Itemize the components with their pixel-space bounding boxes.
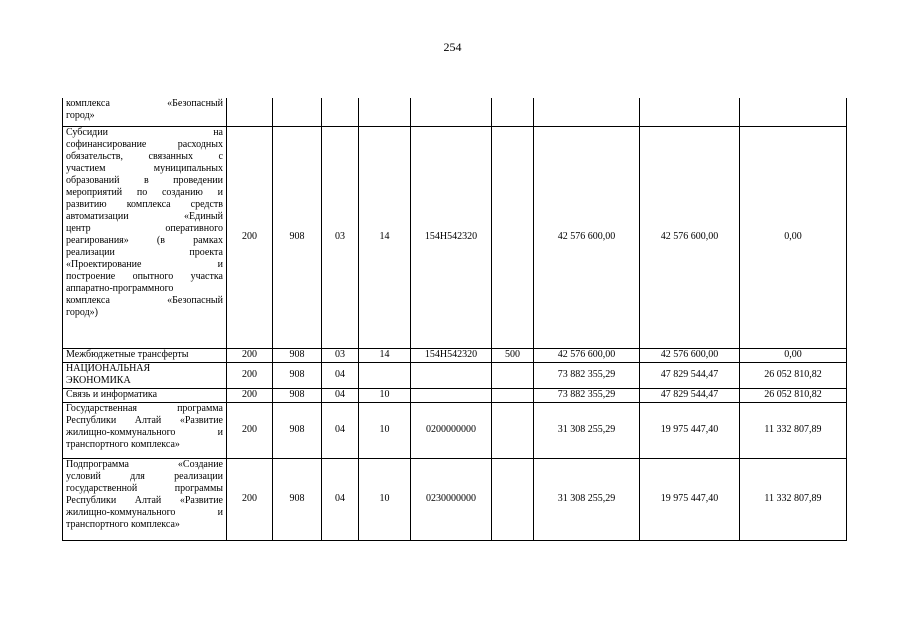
sum-regional-cell: 11 332 807,89 (740, 458, 847, 540)
row-name-line: Субсидии на (66, 126, 223, 138)
csr-cell: 14 (359, 348, 411, 362)
adm-cell: 200 (227, 348, 273, 362)
row-name-line: аппаратно-программного (66, 282, 174, 294)
row-name-line: город» (66, 110, 95, 121)
adm-cell (227, 98, 273, 126)
csr-cell: 14 (359, 126, 411, 348)
row-name-line: реагирования» (в рамках (66, 234, 223, 246)
rz-cell: 908 (273, 362, 322, 388)
row-name-cell (63, 402, 227, 458)
sum-federal-cell: 42 576 600,00 (640, 126, 740, 348)
target-article-cell (411, 388, 492, 402)
expense-type-cell (492, 126, 534, 348)
target-article-cell: 154H542320 (411, 126, 492, 348)
row-name-line: мероприятий по созданию и (66, 186, 223, 198)
adm-cell: 200 (227, 402, 273, 458)
sum-regional-cell (740, 98, 847, 126)
expense-type-cell (492, 362, 534, 388)
csr-cell (359, 362, 411, 388)
row-name-line: город») (66, 306, 98, 318)
target-article-cell (411, 98, 492, 126)
adm-cell: 200 (227, 458, 273, 540)
expense-type-cell: 500 (492, 348, 534, 362)
sum-federal-cell: 47 829 544,47 (640, 362, 740, 388)
row-name-cell (63, 388, 227, 402)
table-row (63, 126, 847, 348)
target-article-cell: 0200000000 (411, 402, 492, 458)
sum-regional-cell: 26 052 810,82 (740, 388, 847, 402)
pr-cell: 04 (322, 362, 359, 388)
sum-total-cell (534, 98, 640, 126)
row-name-line: ЭКОНОМИКА (66, 374, 131, 386)
sum-regional-cell: 0,00 (740, 126, 847, 348)
rz-cell: 908 (273, 126, 322, 348)
row-name-cell (63, 348, 227, 362)
sum-federal-cell: 19 975 447,40 (640, 402, 740, 458)
row-name-line: условий для реализации (66, 470, 223, 482)
row-name-line: софинансирование расходных (66, 138, 223, 150)
table-row (63, 402, 847, 458)
row-name-line: центр оперативного (66, 222, 223, 234)
table-row (63, 98, 847, 126)
table-row (63, 458, 847, 540)
expense-type-cell (492, 458, 534, 540)
row-name-line: Межбюджетные трансферты (66, 348, 189, 360)
row-name-line: участием муниципальных (66, 162, 223, 174)
row-name-cell (63, 98, 227, 126)
row-name-cell (63, 362, 227, 388)
sum-total-cell: 42 576 600,00 (534, 126, 640, 348)
row-name-line: «Проектирование и (66, 258, 223, 270)
sum-total-cell: 31 308 255,29 (534, 458, 640, 540)
pr-cell: 04 (322, 458, 359, 540)
row-name-line: Подпрограмма «Создание (66, 458, 223, 470)
budget-table (62, 98, 847, 541)
pr-cell (322, 98, 359, 126)
row-name-cell (63, 126, 227, 348)
csr-cell: 10 (359, 402, 411, 458)
page-number: 254 (443, 40, 462, 54)
row-name-line: жилищно-коммунального и (66, 426, 223, 438)
pr-cell: 04 (322, 402, 359, 458)
expense-type-cell (492, 98, 534, 126)
target-article-cell (411, 362, 492, 388)
target-article-cell: 0230000000 (411, 458, 492, 540)
adm-cell: 200 (227, 362, 273, 388)
table-row (63, 362, 847, 388)
rz-cell: 908 (273, 402, 322, 458)
table-row (63, 348, 847, 362)
sum-regional-cell: 11 332 807,89 (740, 402, 847, 458)
sum-total-cell: 42 576 600,00 (534, 348, 640, 362)
rz-cell: 908 (273, 458, 322, 540)
pr-cell: 04 (322, 388, 359, 402)
row-name-line: комплекса «Безопасный (66, 294, 223, 306)
rz-cell: 908 (273, 388, 322, 402)
row-name-line: комплекса «Безопасный (66, 98, 223, 109)
row-name-line: образований в проведении (66, 174, 223, 186)
sum-federal-cell: 42 576 600,00 (640, 348, 740, 362)
rz-cell (273, 98, 322, 126)
row-name-line: жилищно-коммунального и (66, 506, 223, 518)
sum-federal-cell (640, 98, 740, 126)
row-name-line: построение опытного участка (66, 270, 223, 282)
sum-federal-cell: 47 829 544,47 (640, 388, 740, 402)
row-name-line: НАЦИОНАЛЬНАЯ (66, 362, 151, 374)
row-name-line: транспортного комплекса» (66, 438, 180, 450)
row-name-line: развитию комплекса средств (66, 198, 223, 210)
pr-cell: 03 (322, 126, 359, 348)
row-name-cell (63, 458, 227, 540)
sum-federal-cell: 19 975 447,40 (640, 458, 740, 540)
sum-regional-cell: 26 052 810,82 (740, 362, 847, 388)
expense-type-cell (492, 402, 534, 458)
row-name-line: Республики Алтай «Развитие (66, 494, 223, 506)
csr-cell (359, 98, 411, 126)
sum-total-cell: 73 882 355,29 (534, 388, 640, 402)
row-name-line: Государственная программа (66, 402, 223, 414)
csr-cell: 10 (359, 388, 411, 402)
row-name-line: обязательств, связанных с (66, 150, 223, 162)
row-name-line: транспортного комплекса» (66, 518, 180, 530)
row-name-line: реализации проекта (66, 246, 223, 258)
row-name-line: Связь и информатика (66, 388, 158, 400)
pr-cell: 03 (322, 348, 359, 362)
csr-cell: 10 (359, 458, 411, 540)
rz-cell: 908 (273, 348, 322, 362)
row-name-line: государственной программы (66, 482, 223, 494)
adm-cell: 200 (227, 388, 273, 402)
sum-regional-cell: 0,00 (740, 348, 847, 362)
row-name-line: Республики Алтай «Развитие (66, 414, 223, 426)
sum-total-cell: 31 308 255,29 (534, 402, 640, 458)
sum-total-cell: 73 882 355,29 (534, 362, 640, 388)
adm-cell: 200 (227, 126, 273, 348)
expense-type-cell (492, 388, 534, 402)
target-article-cell: 154H542320 (411, 348, 492, 362)
table-row (63, 388, 847, 402)
row-name-line: автоматизации «Единый (66, 210, 223, 222)
